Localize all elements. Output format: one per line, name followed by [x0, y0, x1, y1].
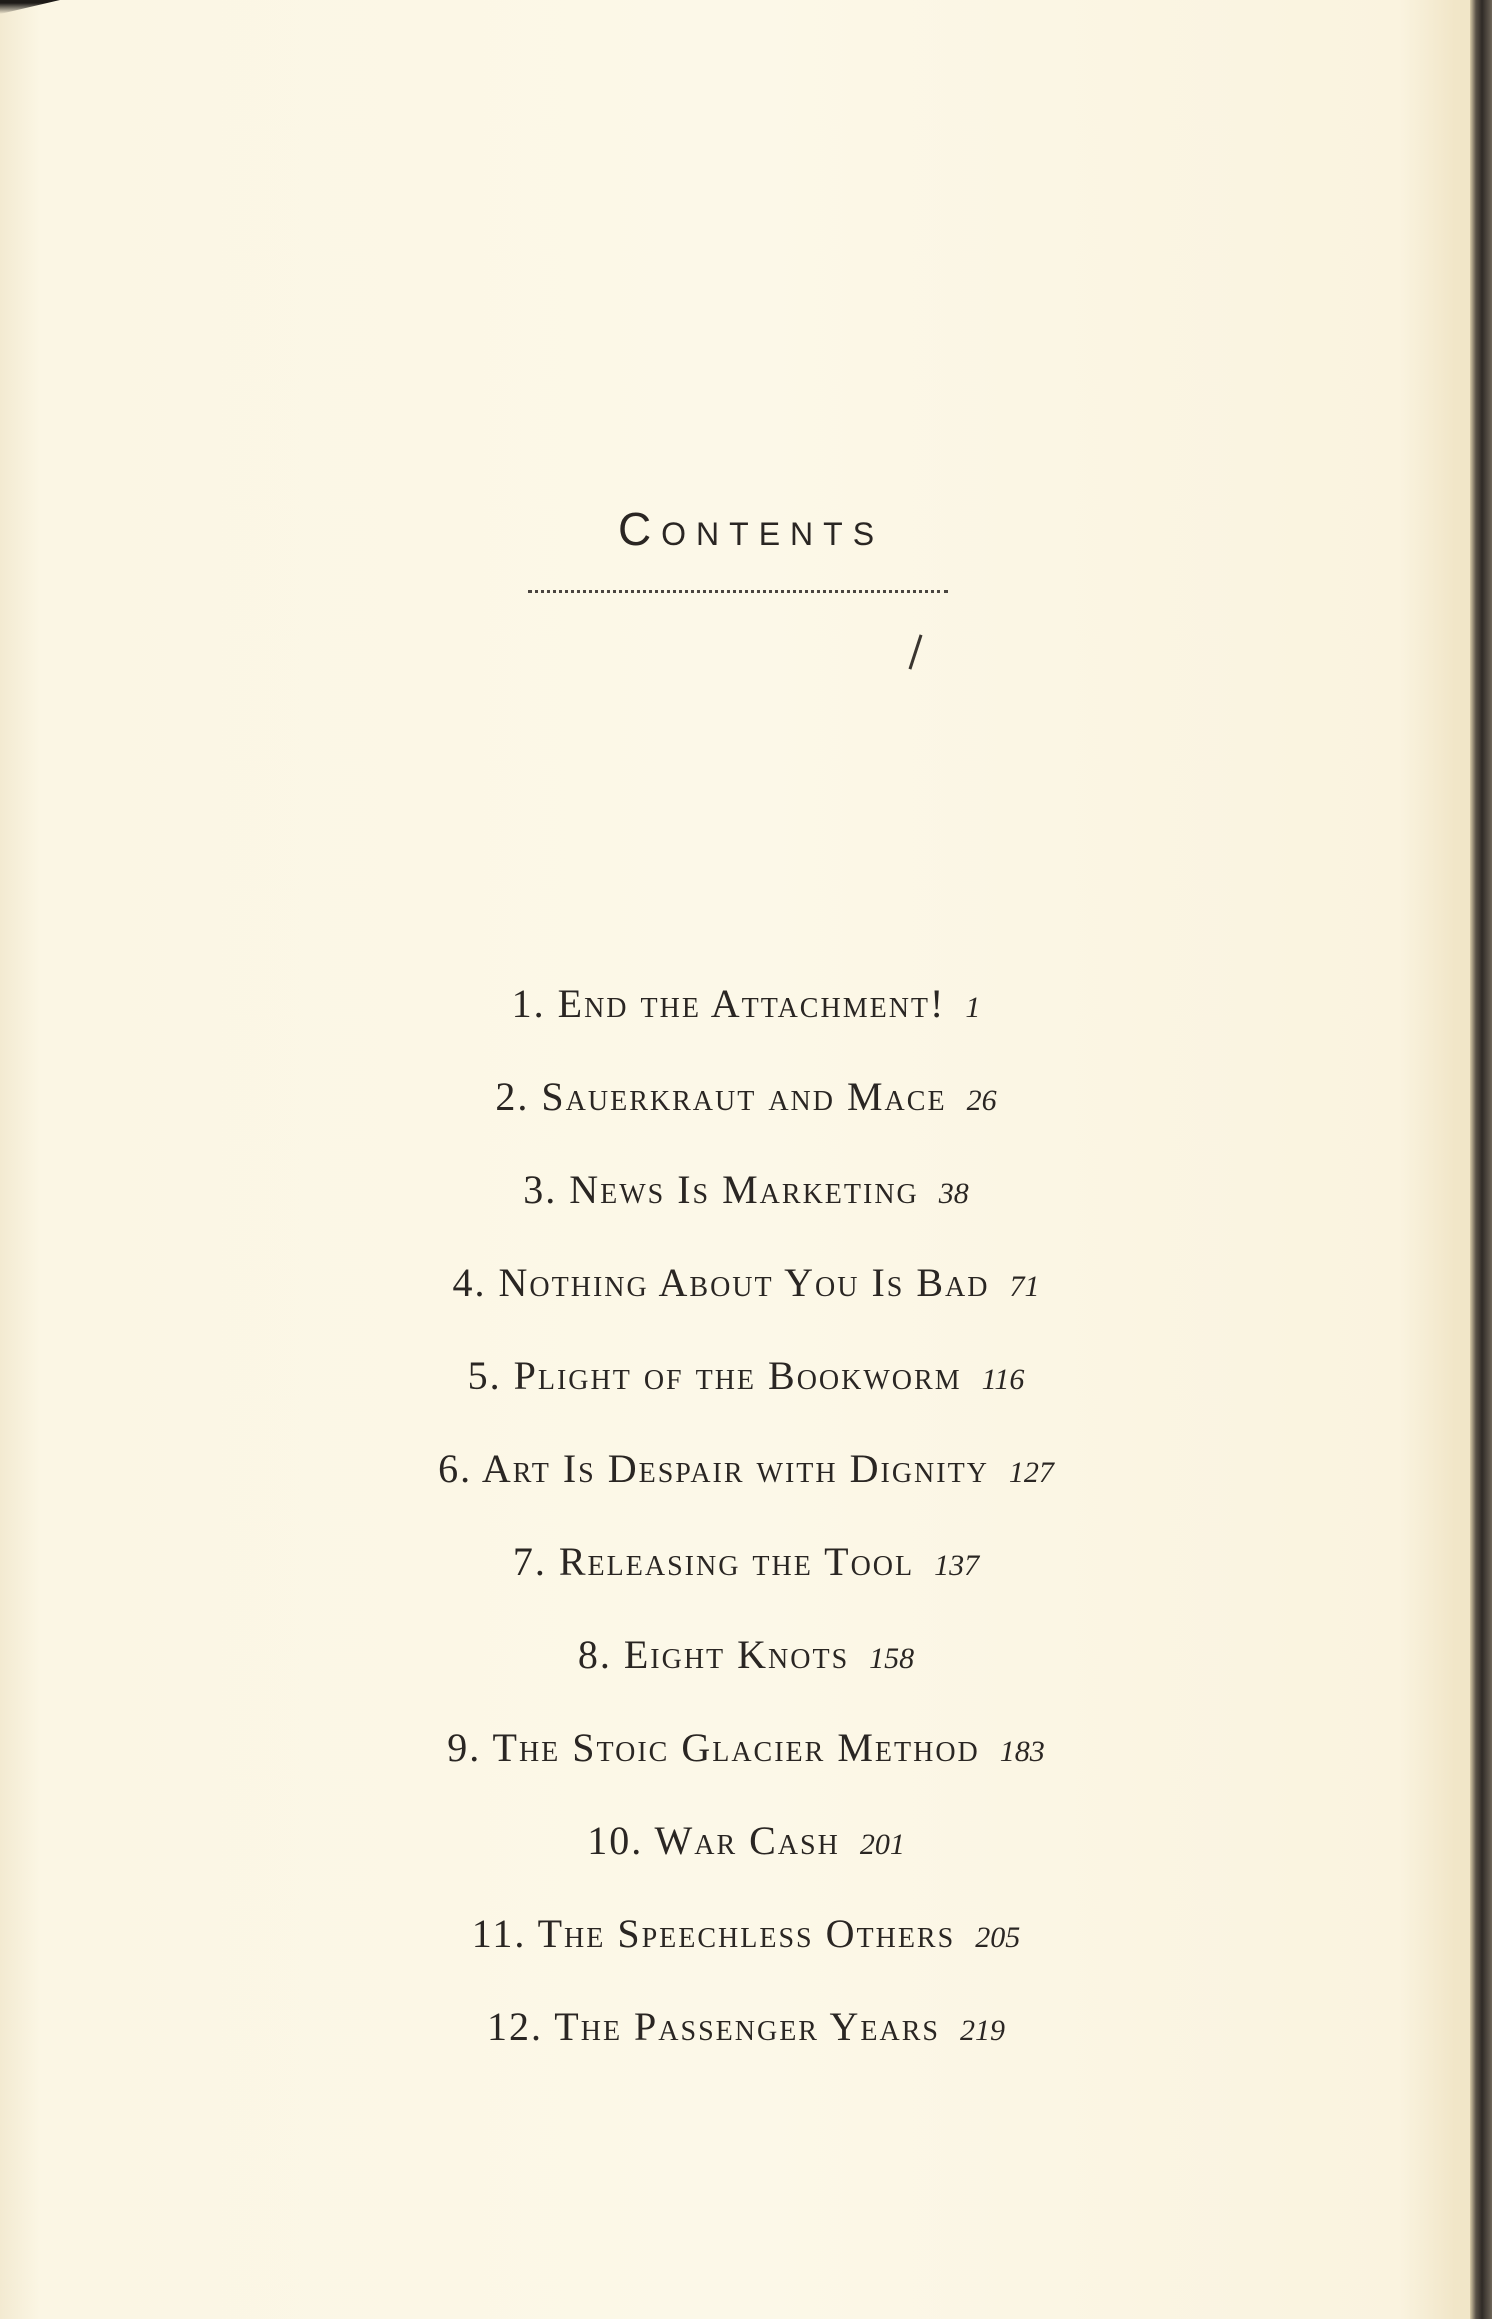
toc-entry[interactable] [0, 2003, 1492, 2096]
page-number: 116 [981, 1363, 1025, 1396]
toc-entry[interactable] [0, 1910, 1492, 2003]
page-number: 183 [999, 1735, 1045, 1768]
page-number: 38 [938, 1177, 969, 1210]
toc-entry[interactable] [0, 980, 1492, 1073]
toc-entry[interactable] [0, 1073, 1492, 1166]
chapter-title: 7. Releasing the Tool [512, 1539, 915, 1584]
chapter-title: 8. Eight Knots [577, 1632, 850, 1677]
pencil-mark [909, 634, 923, 669]
toc-entry[interactable] [0, 1166, 1492, 1259]
toc-entry[interactable] [0, 1817, 1492, 1910]
chapter-title: 4. Nothing About You Is Bad [452, 1260, 990, 1305]
chapter-title: 11. The Speechless Others [471, 1911, 956, 1956]
contents-heading: Contents [617, 503, 885, 555]
toc-entry[interactable] [0, 1259, 1492, 1352]
dotted-rule [528, 590, 948, 593]
chapter-title: 3. News Is Marketing [523, 1167, 919, 1212]
page-number: 127 [1008, 1456, 1054, 1489]
page-number: 219 [959, 2014, 1005, 2047]
chapter-title: 12. The Passenger Years [487, 2004, 940, 2049]
page-number: 137 [934, 1549, 980, 1582]
toc-entry[interactable] [0, 1538, 1492, 1631]
page-corner-mark [0, 0, 60, 14]
chapter-title: 1. End the Attachment! [511, 981, 946, 1026]
page-number: 26 [966, 1084, 997, 1117]
toc-entry[interactable] [0, 1352, 1492, 1445]
page-number: 1 [965, 991, 981, 1024]
toc-entry[interactable] [0, 1724, 1492, 1817]
toc-entry[interactable] [0, 1631, 1492, 1724]
chapter-title: 10. War Cash [587, 1818, 840, 1863]
page-number: 205 [975, 1921, 1021, 1954]
chapter-title: 5. Plight of the Bookworm [467, 1353, 962, 1398]
toc-entry[interactable] [0, 1445, 1492, 1538]
chapter-title: 9. The Stoic Glacier Method [447, 1725, 980, 1770]
chapter-title: 2. Sauerkraut and Mace [495, 1074, 947, 1119]
page-number: 158 [869, 1642, 915, 1675]
page-number: 71 [1009, 1270, 1040, 1303]
page-number: 201 [859, 1828, 905, 1861]
chapter-title: 6. Art Is Despair with Dignity [438, 1446, 989, 1491]
table-of-contents [0, 980, 1492, 2096]
